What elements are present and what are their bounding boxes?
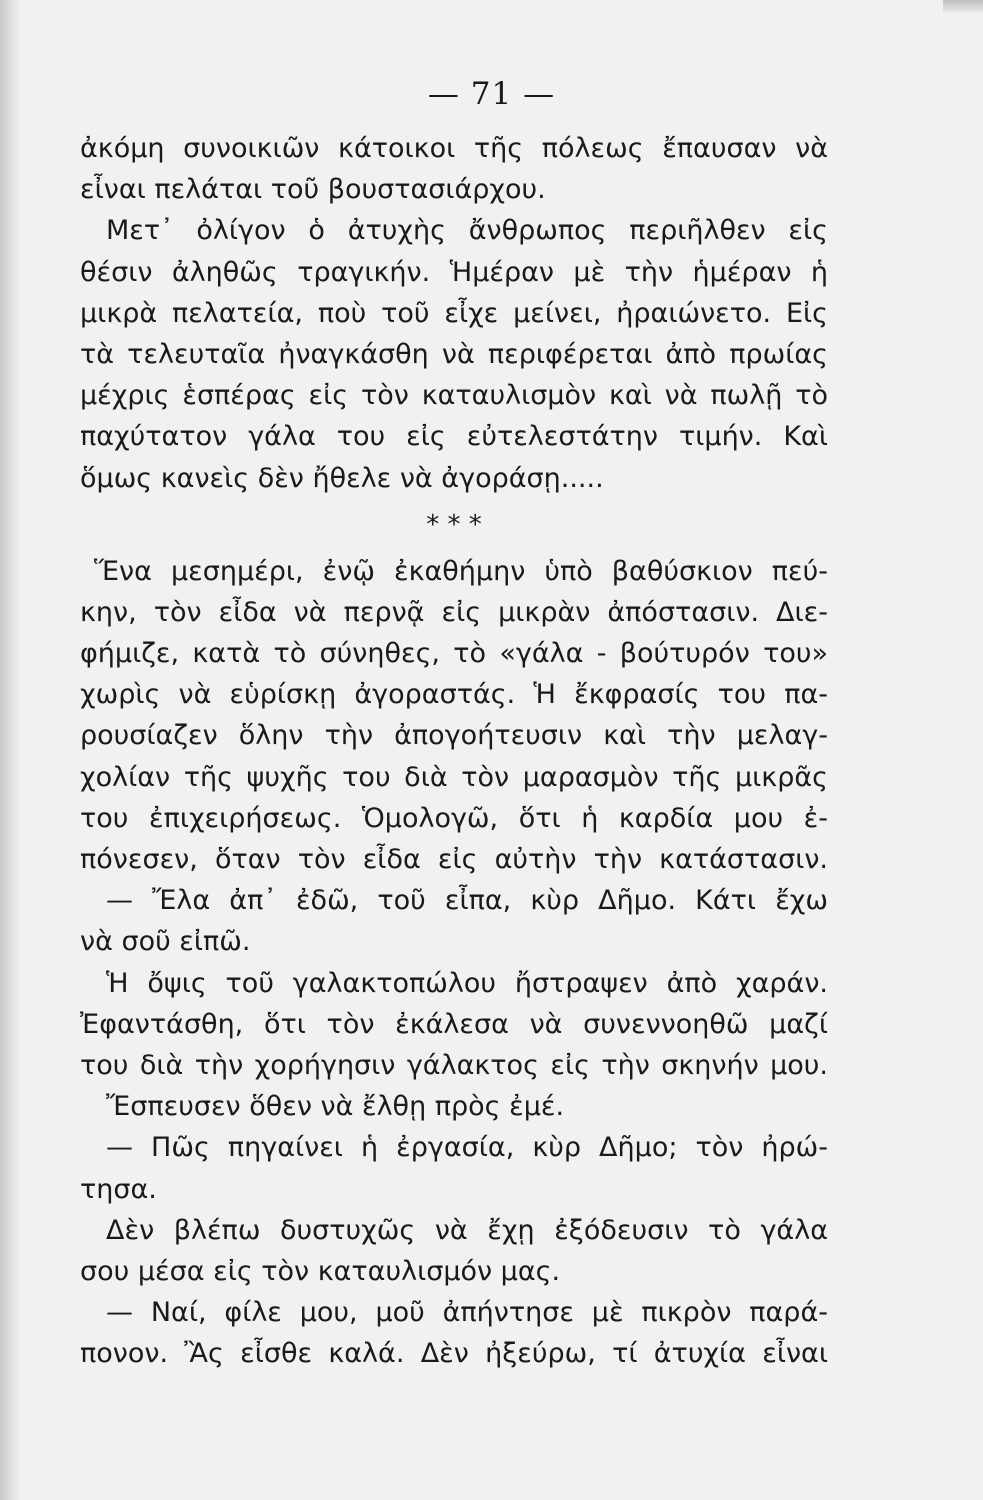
text-line: ἀκόμη συνοικιῶν κάτοικοι τῆς πόλεως ἔπαυσαν νὰ <box>80 133 828 164</box>
text-line: ρουσίαζεν ὅλην τὴν ἀπογοήτευσιν καὶ τὴν μελαγ- <box>80 720 828 752</box>
text-line: Μετ᾽ ὀλίγον ὁ ἀτυχὴς ἄνθρωπος περιῆλθεν εἰς <box>106 215 828 247</box>
section-separator: * * * <box>426 509 482 540</box>
body-text <box>80 128 828 1374</box>
text-line: Ἔσπευσεν ὅθεν νὰ ἔλθῃ πρὸς ἐμέ. <box>106 1091 565 1123</box>
text-line: — Ἔλα ἀπ᾽ ἐδῶ, τοῦ εἶπα, κὺρ Δῆμο. Κάτι ἔχω <box>106 885 828 917</box>
text-line: νὰ σοῦ εἰπῶ. <box>80 926 251 958</box>
text-line: Ἕνα μεσημέρι, ἐνῷ ἐκαθήμην ὑπὸ βαθύσκιον πεύ- <box>94 555 828 587</box>
text-line: — Πῶς πηγαίνει ἡ ἐργασία, κὺρ Δῆμο; τὸν ἠρώ- <box>106 1132 828 1164</box>
text-line: πόνεσεν, ὅταν τὸν εἶδα εἰς αὐτὴν τὴν κατάστασιν. <box>80 844 828 875</box>
text-line: σου μέσα εἰς τὸν καταυλισμόν μας. <box>80 1255 561 1287</box>
text-line: μικρὰ πελατεία, ποὺ τοῦ εἶχε μείνει, ἠραιώνετο. Εἰς <box>80 297 828 329</box>
text-line: χολίαν τῆς ψυχῆς του διὰ τὸν μαρασμὸν τῆς μικρᾶς <box>80 761 828 793</box>
text-line: Δὲν βλέπω δυστυχῶς νὰ ἔχῃ ἐξόδευσιν τὸ γάλα <box>106 1214 828 1246</box>
text-line: κην, τὸν εἶδα νὰ περνᾷ εἰς μικρὰν ἀπόστασιν. Διε- <box>80 596 828 628</box>
text-line: φήμιζε, κατὰ τὸ σύνηθες, τὸ «γάλα - βούτυρόν του» <box>80 638 828 670</box>
page-corner-shadow <box>943 0 983 14</box>
text-line: τὰ τελευταῖα ἠναγκάσθη νὰ περιφέρεται ἀπὸ πρωίας <box>80 338 828 370</box>
page-binding-edge <box>0 0 20 1500</box>
text-line: τησα. <box>80 1173 157 1205</box>
text-line: χωρὶς νὰ εὑρίσκῃ ἀγοραστάς. Ἡ ἔκφρασίς του πα- <box>80 679 828 711</box>
text-line: του ἐπιχειρήσεως. Ὁμολογῶ, ὅτι ἡ καρδία μου ἐ- <box>80 802 828 834</box>
text-line: του διὰ τὴν χορήγησιν γάλακτος εἰς τὴν σκηνήν μου. <box>80 1049 828 1081</box>
text-line: ὅμως κανεὶς δὲν ἤθελε νὰ ἀγοράσῃ..... <box>80 462 604 494</box>
text-line: θέσιν ἀληθῶς τραγικήν. Ἡμέραν μὲ τὴν ἡμέραν ἡ <box>80 256 828 288</box>
text-line: μέχρις ἑσπέρας εἰς τὸν καταυλισμὸν καὶ νὰ πωλῇ τὸ <box>80 380 828 412</box>
text-line: πονον. Ἂς εἶσθε καλά. Δὲν ἠξεύρω, τί ἀτυχία εἶναι <box>80 1338 828 1370</box>
text-line: εἶναι πελάται τοῦ βουστασιάρχου. <box>80 174 546 206</box>
text-line: Ἐφαντάσθη, ὅτι τὸν ἐκάλεσα νὰ συνεννοηθῶ μαζί <box>80 1008 828 1040</box>
text-line: παχύτατον γάλα του εἰς εὐτελεστάτην τιμήν. Καὶ <box>80 421 828 453</box>
page-number: — 71 — <box>427 76 556 112</box>
text-line: — Ναί, φίλε μου, μοῦ ἀπήντησε μὲ πικρὸν παρά- <box>106 1297 828 1329</box>
text-line: Ἡ ὄψις τοῦ γαλακτοπώλου ἤστραψεν ἀπὸ χαράν. <box>106 967 828 999</box>
